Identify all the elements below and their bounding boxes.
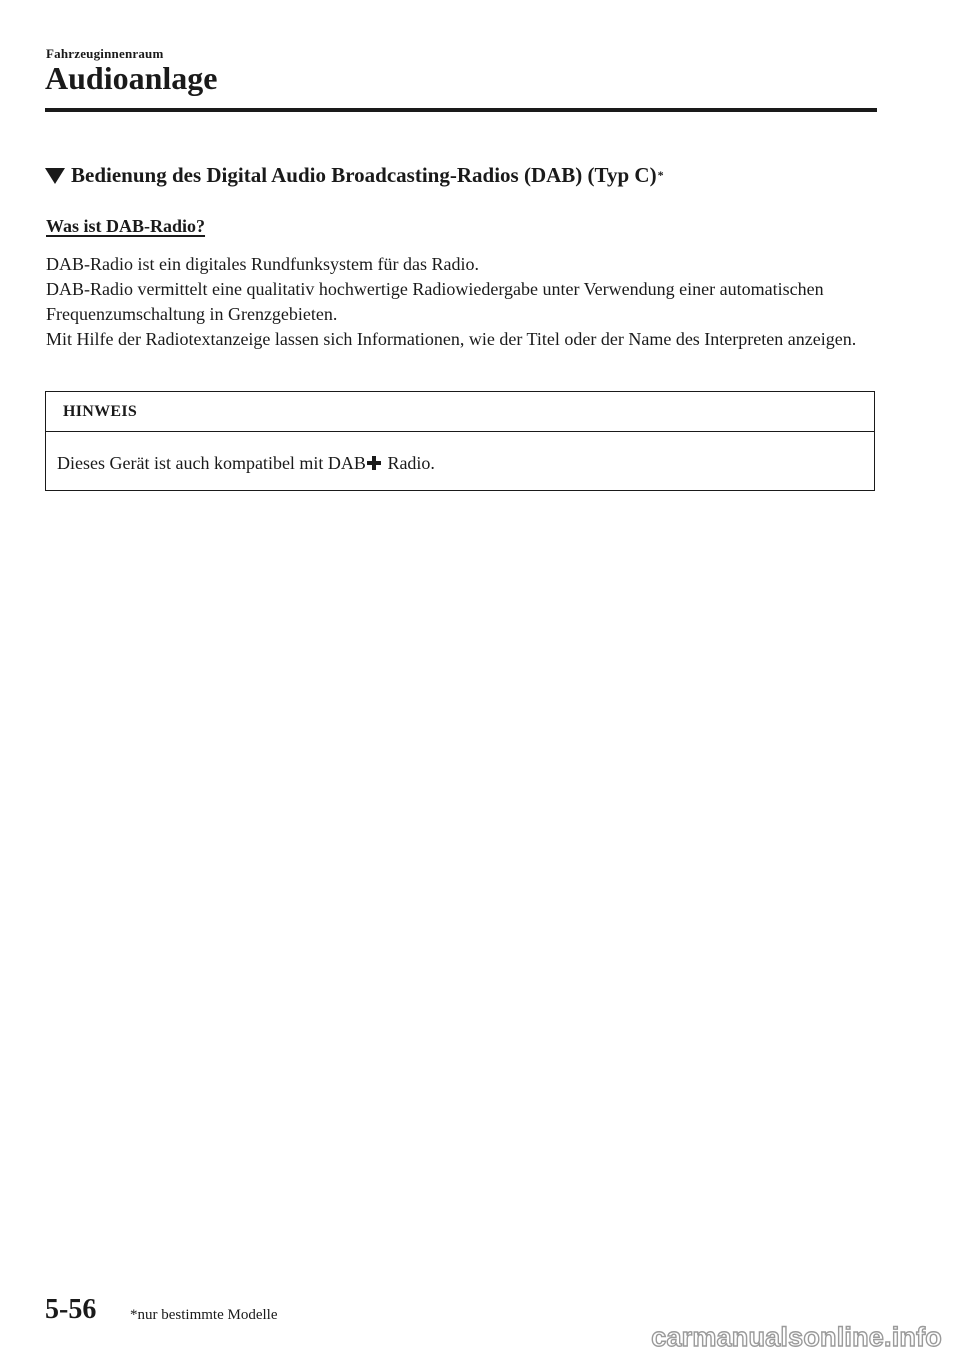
- footnote: *nur bestimmte Modelle: [130, 1307, 278, 1323]
- title-divider: [45, 108, 877, 112]
- paragraph: Mit Hilfe der Radiotextanzeige lassen sich Informationen, wie der Titel oder der Name des Interpreten anzeigen.: [46, 329, 857, 349]
- paragraph: DAB-Radio vermittelt eine qualitativ hochwertige Radiowiedergabe unter Verwendung einer automatischen Frequenzumschaltung in Grenzgebieten.: [46, 279, 824, 324]
- note-body: [46, 432, 874, 475]
- page-number: 5-56: [45, 1294, 97, 1325]
- watermark: carmanualsonline.info: [651, 1322, 942, 1352]
- section-label: Fahrzeuginnenraum: [46, 46, 164, 61]
- section-heading-text: Bedienung des Digital Audio Broadcasting-Radios (DAB) (Typ C): [71, 163, 657, 187]
- triangle-down-icon: [45, 168, 65, 184]
- page-title: Audioanlage: [45, 60, 218, 96]
- note-text-before: Dieses Gerät ist auch kompatibel mit DAB: [57, 453, 366, 473]
- section-heading: Bedienung des Digital Audio Broadcasting-Radios (DAB) (Typ C) *: [45, 160, 664, 190]
- body-text: [46, 252, 876, 352]
- plus-icon: [367, 456, 381, 470]
- note-box: [45, 391, 875, 491]
- note-text-after: Radio.: [382, 453, 435, 473]
- paragraph: DAB-Radio ist ein digitales Rundfunksystem für das Radio.: [46, 254, 479, 274]
- subheading: Was ist DAB-Radio?: [46, 216, 206, 236]
- note-title: HINWEIS: [46, 392, 874, 432]
